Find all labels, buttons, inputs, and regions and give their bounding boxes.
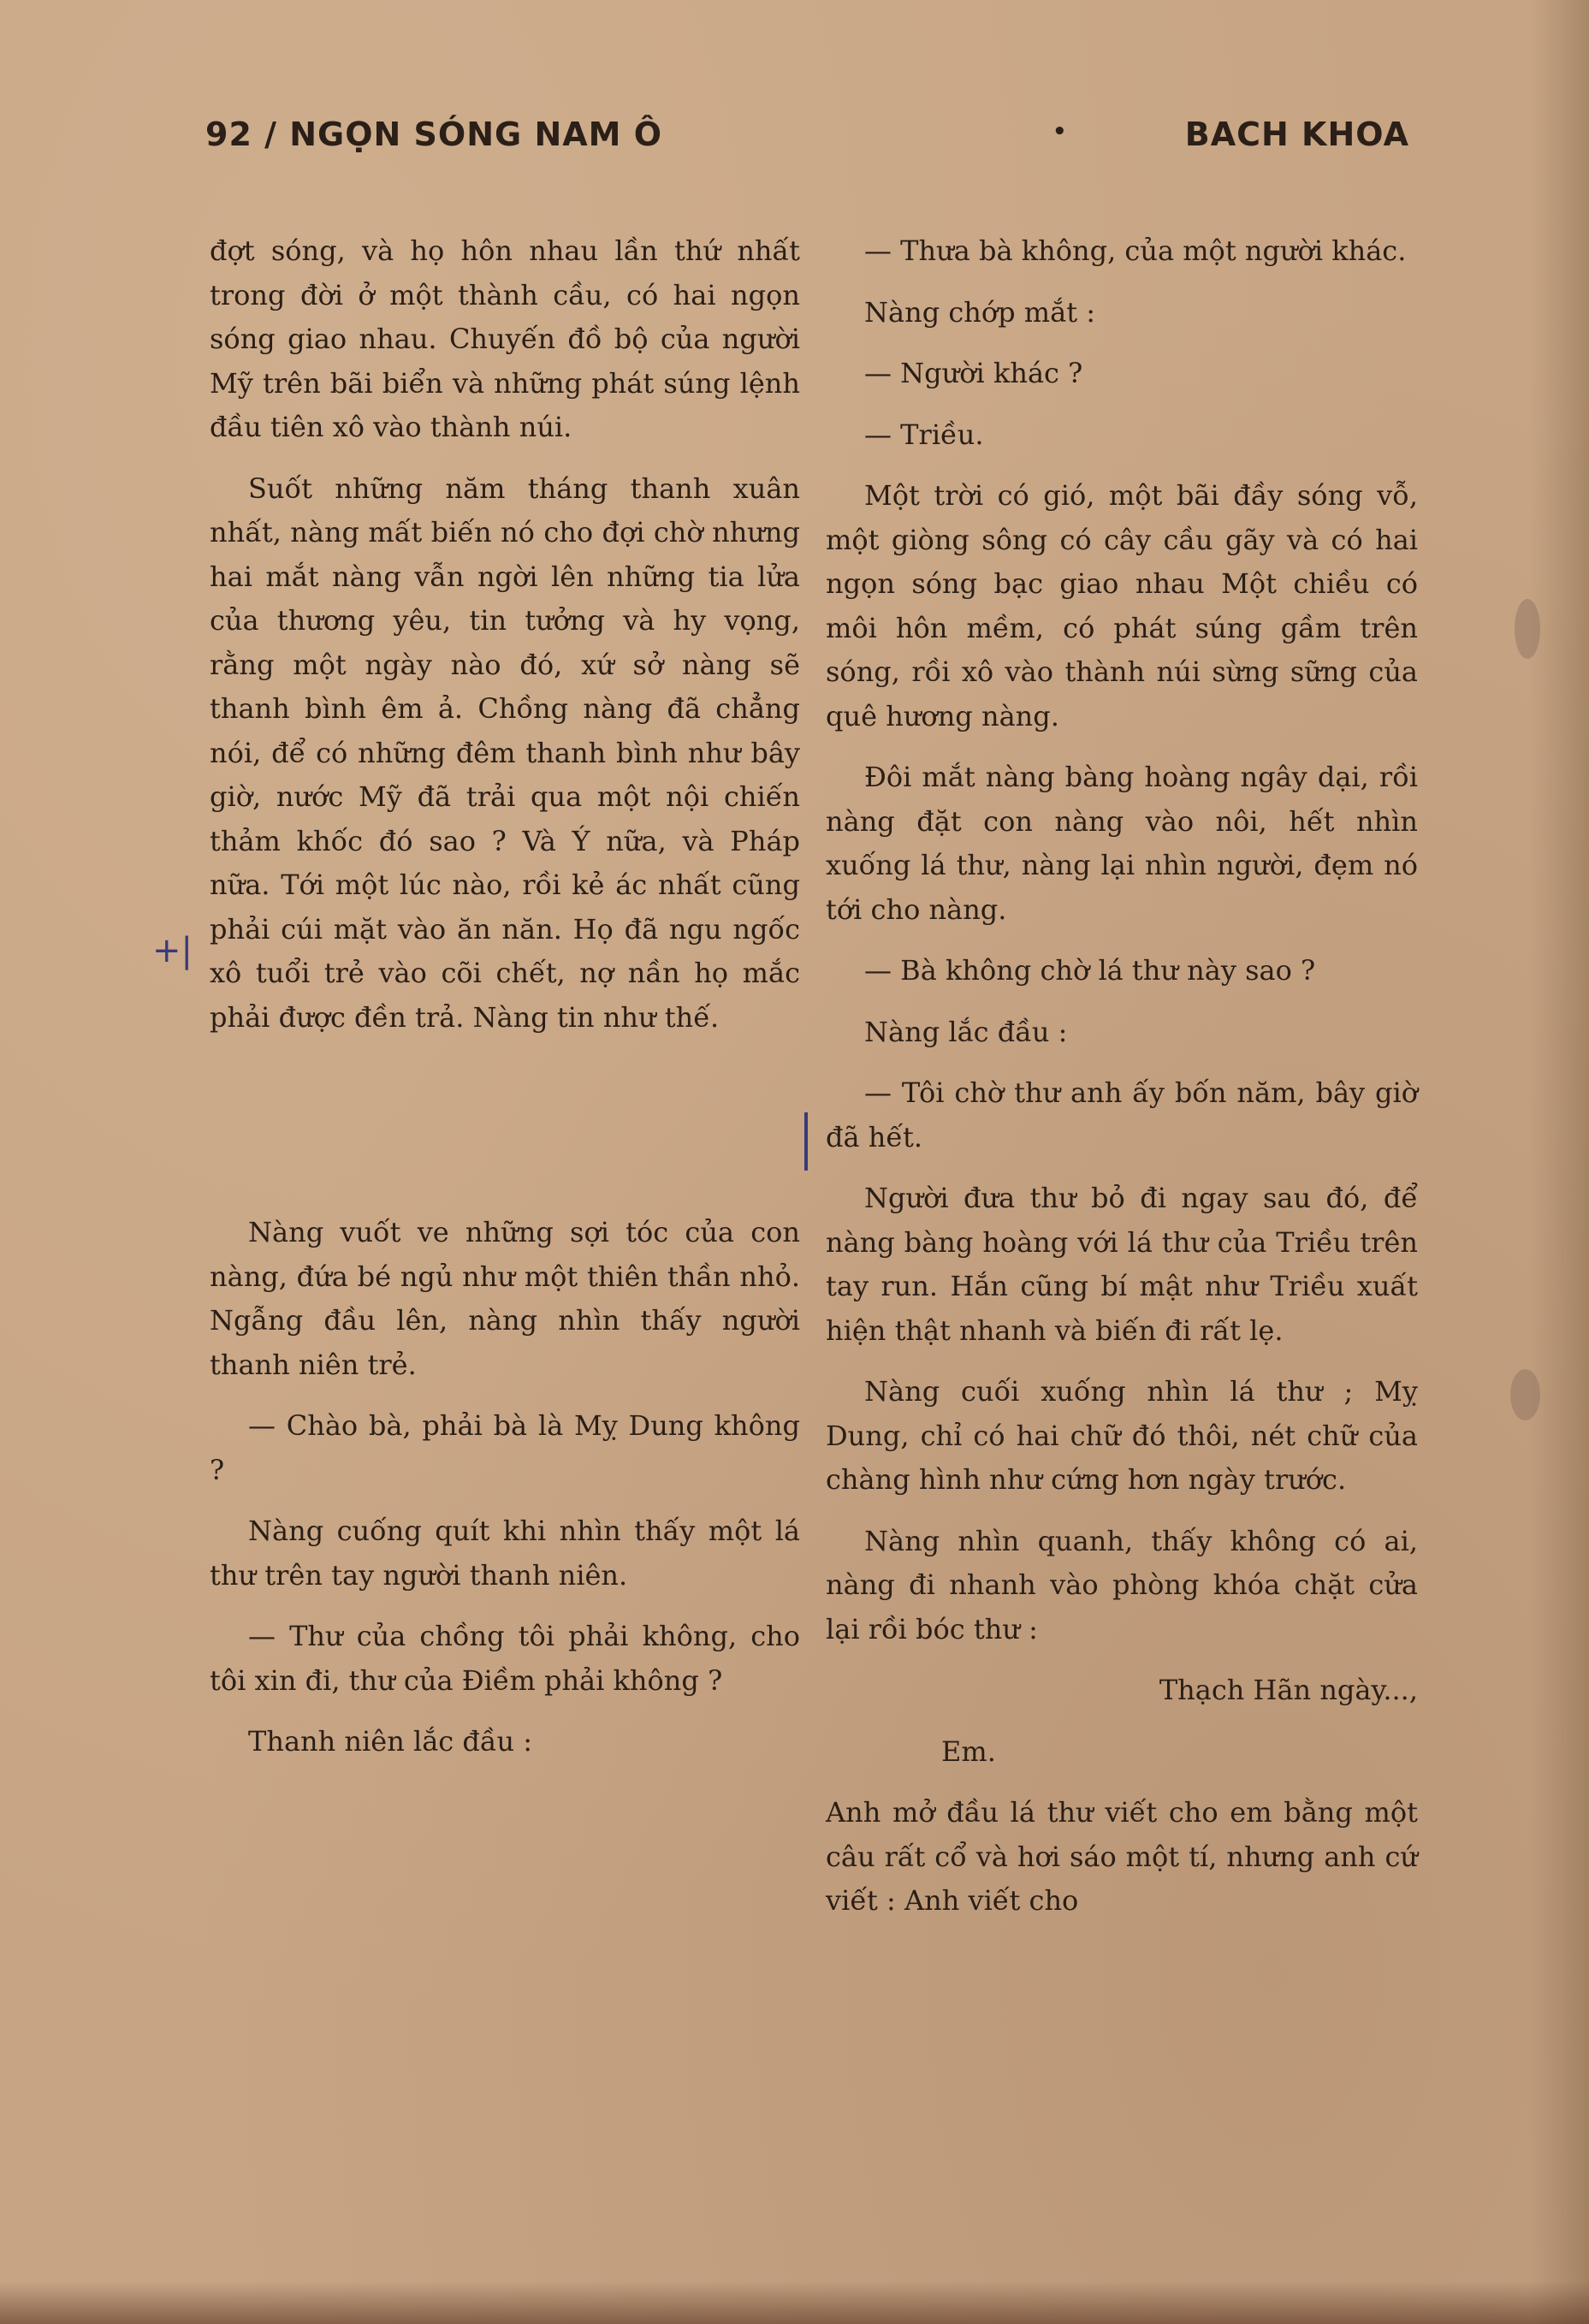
- margin-annotation: +|: [152, 931, 193, 970]
- paragraph: Nàng chớp mắt :: [864, 295, 1096, 329]
- paragraph: Nàng cuống quít khi nhìn thấy một lá thư trên tay người thanh niên.: [210, 1515, 800, 1592]
- right-column: [826, 229, 1418, 1941]
- letter-dateline: Thạch Hãn ngày...,: [1159, 1674, 1418, 1706]
- paragraph: Suốt những năm tháng thanh xuân nhất, nàng mất biến nó cho đợi chờ nhưng hai mắt nàng vẫn ngời lên những tia lửa của thương yêu, tin tưởng và hy vọng, rằng một ngày nào đó, xứ sở nàng sẽ thanh bình êm ả. Chồng nàng đã chẳng nói, để có những đêm thanh bình như bây giờ, nước Mỹ đã trải qua một nội chiến thảm khốc đó sao ? Và Ý nữa, và Pháp nữa. Tới một lúc nào, rồi kẻ ác nhất cũng phải cúi mặt vào ăn năn. Họ đã ngu ngốc xô tuổi trẻ vào cõi chết, nợ nần họ mắc phải được đền trả. Nàng tin như thế.: [210, 471, 800, 1034]
- paragraph: Thanh niên lắc đầu :: [248, 1725, 533, 1758]
- page-edge-shadow: [1529, 0, 1589, 2324]
- section-break: [210, 1057, 800, 1211]
- dialogue-line: — Người khác ?: [864, 357, 1083, 389]
- paragraph: Người đưa thư bỏ đi ngay sau đó, để nàng bàng hoàng với lá thư của Triều trên tay run. Hắn cũng bí mật như Triều xuất hiện thật nhanh và biến đi rất lẹ.: [826, 1182, 1418, 1347]
- paragraph: Nàng lắc đầu :: [864, 1015, 1068, 1048]
- dialogue-line: — Triều.: [864, 418, 984, 451]
- page-header: [205, 116, 1409, 167]
- dialogue-line: — Bà không chờ lá thư này sao ?: [864, 954, 1316, 987]
- dialogue-line: — Thưa bà không, của một người khác.: [864, 234, 1407, 267]
- paragraph: Nàng vuốt ve những sợi tóc của con nàng, đứa bé ngủ như một thiên thần nhỏ. Ngẫng đầu lên, nàng nhìn thấy người thanh niên trẻ.: [210, 1216, 800, 1381]
- dialogue-line: — Chào bà, phải bà là Mỵ Dung không ?: [210, 1409, 800, 1486]
- header-bullet: •: [1052, 119, 1068, 145]
- paper-stain: [1515, 599, 1540, 659]
- paper-stain: [1510, 1369, 1540, 1420]
- left-column: [210, 229, 800, 1782]
- letter-body: Anh mở đầu lá thư viết cho em bằng một câu rất cổ và hơi sáo một tí, nhưng anh cứ viết : Anh viết cho: [826, 1796, 1418, 1917]
- paragraph: Nàng cuối xuống nhìn lá thư ; Mỵ Dung, chỉ có hai chữ đó thôi, nét chữ của chàng hình như cứng hơn ngày trước.: [826, 1375, 1418, 1496]
- paragraph: Một trời có gió, một bãi đầy sóng vỗ, một giòng sông có cây cầu gãy và có hai ngọn sóng bạc giao nhau Một chiều có môi hôn mềm, có phát súng gầm trên sóng, rồi xô vào thành núi sừng sững của quê hương nàng.: [826, 479, 1418, 732]
- magazine-name: BACH KHOA: [1184, 116, 1409, 153]
- paragraph: đợt sóng, và họ hôn nhau lần thứ nhất trong đời ở một thành cầu, có hai ngọn sóng giao nhau. Chuyến đồ bộ của người Mỹ trên bãi biển và những phát súng lệnh đầu tiên xô vào thành núi.: [210, 234, 800, 443]
- letter-greeting: Em.: [941, 1734, 996, 1768]
- page-number-and-title: 92 / NGỌN SÓNG NAM Ô: [205, 116, 663, 153]
- paragraph: Đôi mắt nàng bàng hoàng ngây dại, rồi nàng đặt con nàng vào nôi, hết nhìn xuống lá thư, nàng lại nhìn người, đẹm nó tới cho nàng.: [826, 761, 1418, 926]
- dialogue-line: — Thư của chồng tôi phải không, cho tôi xin đi, thư của Điềm phải không ?: [210, 1620, 800, 1697]
- paragraph: Nàng nhìn quanh, thấy không có ai, nàng đi nhanh vào phòng khóa chặt cửa lại rồi bóc thư :: [826, 1524, 1418, 1645]
- page-bottom-edge: [0, 2281, 1589, 2324]
- dialogue-line: — Tôi chờ thư anh ấy bốn năm, bây giờ đã hết.: [826, 1076, 1418, 1153]
- margin-line: [804, 1112, 808, 1171]
